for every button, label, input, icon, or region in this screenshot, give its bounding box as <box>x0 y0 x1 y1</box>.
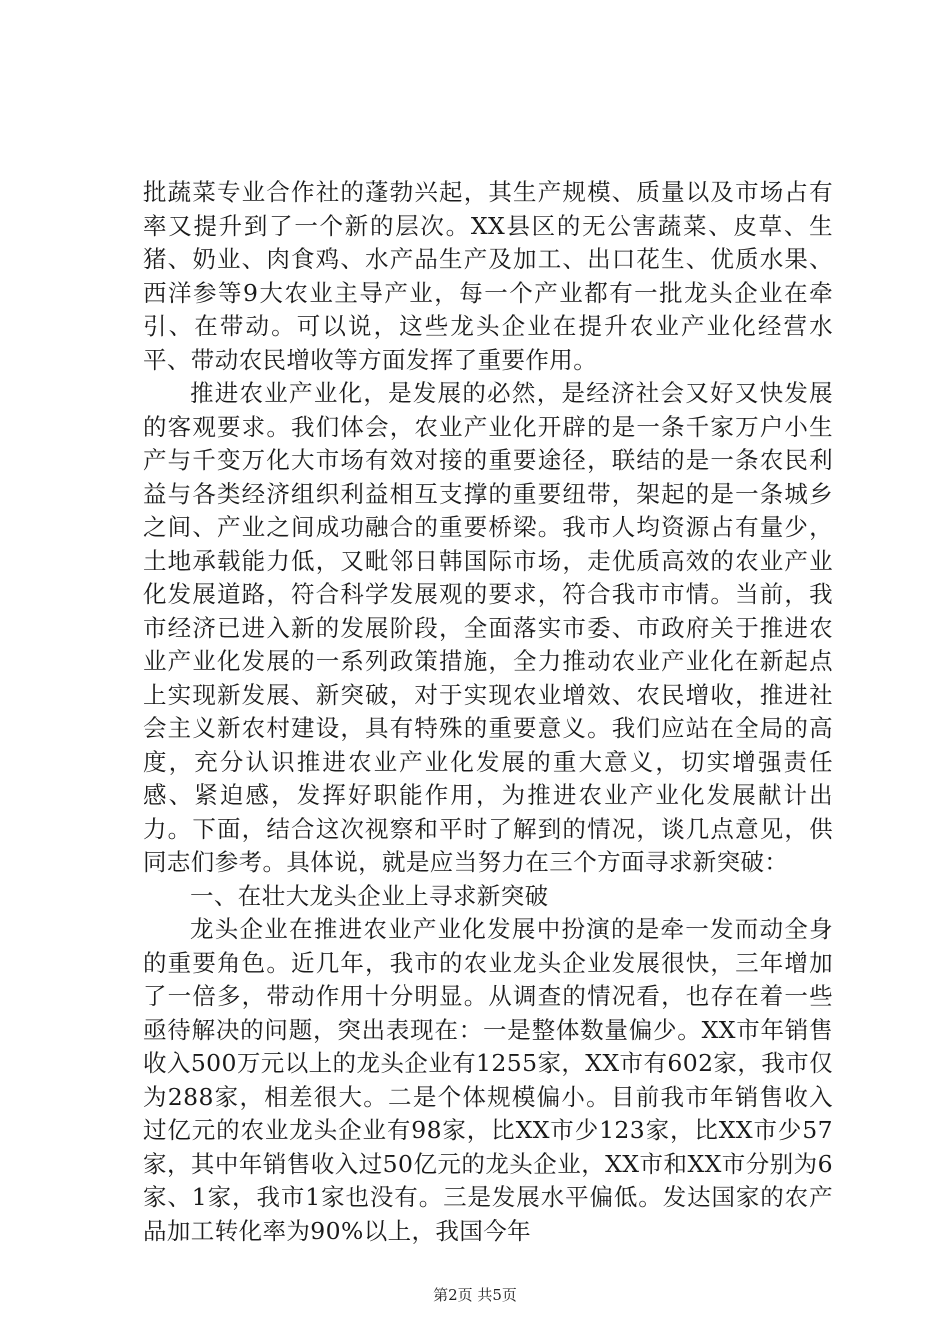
paragraph-3: 龙头企业在推进农业产业化发展中扮演的是牵一发而动全身的重要角色。近几年，我市的农业龙头企业发展很快，三年增加了一倍多，带动作用十分明显。从调查的情况看，也存在着一些亟待解决的问题，突出表现在：一是整体数量偏少。XX市年销售收入500万元以上的龙头企业有1255家，XX市有602家，我市仅为288家，相差很大。二是个体规模偏小。目前我市年销售收入过亿元的农业龙头企业有98家，比XX市少123家，比XX市少57家，其中年销售收入过50亿元的龙头企业，XX市和XX市分别为6家、1家，我市1家也没有。三是发展水平偏低。发达国家的农产品加工转化率为90%以上，我国今年 <box>143 915 833 1245</box>
page-number: 第2页 共5页 <box>433 1286 517 1304</box>
paragraph-1: 批蔬菜专业合作社的蓬勃兴起，其生产规模、质量以及市场占有率又提升到了一个新的层次。XX县区的无公害蔬菜、皮草、生猪、奶业、肉食鸡、水产品生产及加工、出口花生、优质水果、西洋参等9大农业主导产业，每一个产业都有一批龙头企业在牵引、在带动。可以说，这些龙头企业在提升农业产业化经营水平、带动农民增收等方面发挥了重要作用。 <box>143 178 833 374</box>
paragraph-2: 推进农业产业化，是发展的必然，是经济社会又好又快发展的客观要求。我们体会，农业产业化开辟的是一条千家万户小生产与千变万化大市场有效对接的重要途径，联结的是一条农民利益与各类经济组织利益相互支撑的重要纽带，架起的是一条城乡之间、产业之间成功融合的重要桥梁。我市人均资源占有量少，土地承载能力低，又毗邻日韩国际市场，走优质高效的农业产业化发展道路，符合科学发展观的要求，符合我市市情。当前，我市经济已进入新的发展阶段，全面落实市委、市政府关于推进农业产业化发展的一系列政策措施，全力推动农业产业化在新起点上实现新发展、新突破，对于实现农业增效、农民增收，推进社会主义新农村建设，具有特殊的重要意义。我们应站在全局的高度，充分认识推进农业产业化发展的重大意义，切实增强责任感、紧迫感，发挥好职能作用，为推进农业产业化发展献计出力。下面，结合这次视察和平时了解到的情况，谈几点意见，供同志们参考。具体说，就是应当努力在三个方面寻求新突破： <box>143 379 833 876</box>
document-body <box>143 176 833 1248</box>
section-heading: 一、在壮大龙头企业上寻求新突破 <box>190 881 549 910</box>
